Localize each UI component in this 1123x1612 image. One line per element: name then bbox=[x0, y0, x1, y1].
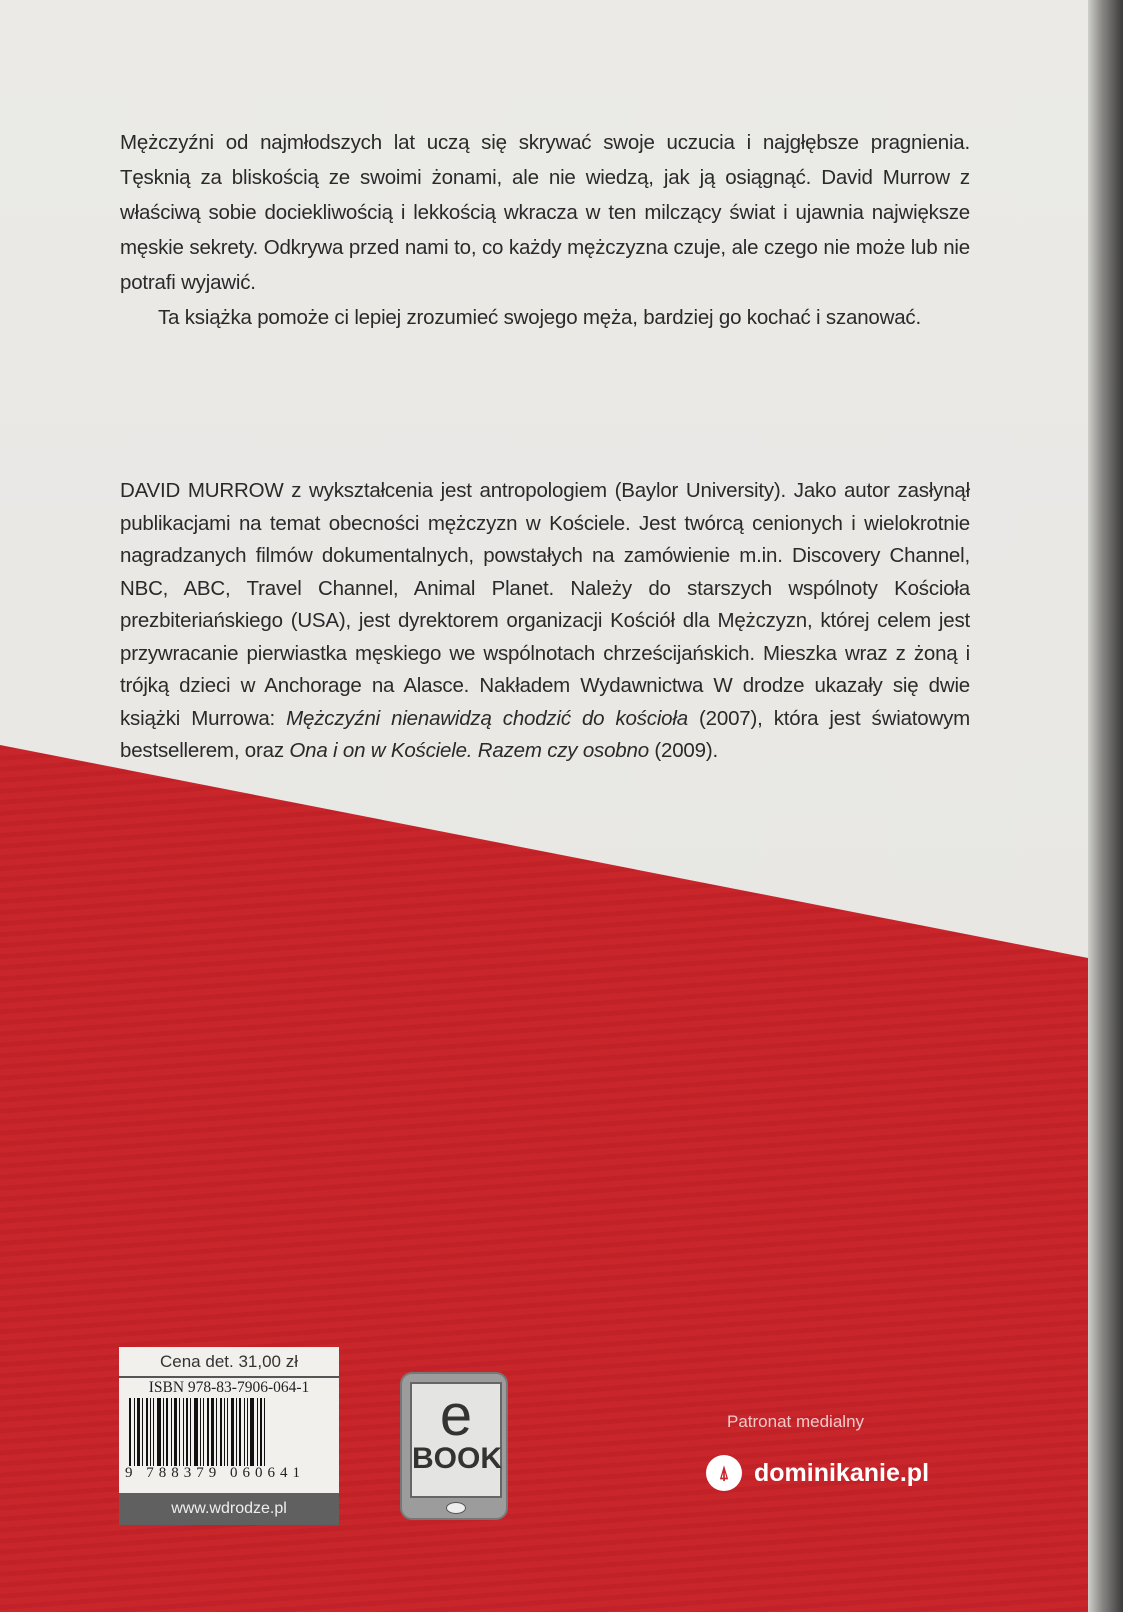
book-spine-edge bbox=[1088, 0, 1123, 1612]
author-bio bbox=[120, 475, 970, 768]
barcode-bar bbox=[250, 1398, 254, 1466]
barcode-bar bbox=[150, 1398, 151, 1466]
barcode-bar bbox=[227, 1398, 228, 1466]
barcode-bar bbox=[183, 1398, 184, 1466]
barcode-bar bbox=[157, 1398, 161, 1466]
blurb-paragraph-2: Ta książka pomoże ci lepiej zrozumieć swojego męża, bardziej go kochać i szanować. bbox=[158, 306, 921, 329]
price-tag bbox=[119, 1347, 339, 1493]
barcode bbox=[129, 1398, 334, 1466]
ebook-e: e bbox=[439, 1383, 473, 1448]
blurb-paragraph-1: Mężczyźni od najmłodszych lat uczą się skrywać swoje uczucia i najgłębsze pragnienia. Tęsknią za bliskością ze swoimi żonami, ale nie wiedzą, jak ją osiągnąć. David Murrow z właściwą sobie dociekliwością i lekkością wkracza w ten milczący świat i ujawnia największe męskie sekrety. Odkrywa przed nami to, co każdy mężczyzna czuje, ale czego nie może lub nie potrafi wyjawić. bbox=[120, 131, 970, 294]
blurb bbox=[120, 125, 970, 335]
barcode-bar bbox=[207, 1398, 209, 1466]
barcode-bar bbox=[134, 1398, 135, 1466]
book-title-1: Mężczyźni nienawidzą chodzić do kościoła bbox=[286, 706, 688, 730]
patronage-label: Patronat medialny bbox=[727, 1412, 865, 1431]
barcode-bar bbox=[239, 1398, 241, 1466]
publisher-url[interactable]: www.wdrodze.pl bbox=[119, 1493, 339, 1525]
ebook-label: BOOK bbox=[412, 1442, 502, 1475]
barcode-bar bbox=[190, 1398, 191, 1466]
barcode-bar bbox=[153, 1398, 154, 1466]
barcode-bar bbox=[211, 1398, 214, 1466]
barcode-digits: 9 788379 060641 bbox=[125, 1465, 305, 1481]
bio-text: DAVID MURROW z wykształcenia jest antropologiem (Baylor University). Jako autor zasłynął publikacjami na temat obecności mężczyzn w Kościele. Jest twórcą cenionych i wielokrotnie nagradzanych filmów dokumentalnych, powstałych na zamówienie m.in. Discovery Channel, NBC, ABC, Travel Channel, Animal Planet. Należy do starszych wspólnoty Kościoła prezbiteriańskiego (USA), jest dyrektorem organizacji Kościół dla Mężczyzn, której celem jest przywracanie pierwiastka męskiego we wspólnotach chrześcijańskich. Mieszka wraz z żoną i trójką dzieci w Anchorage na Alasce. Nakładem Wydawnictwa W drodze ukazały się dwie książki Murrowa: bbox=[120, 479, 970, 730]
barcode-bar bbox=[216, 1398, 217, 1466]
book-title-2: Ona i on w Kościele. Razem czy osobno bbox=[289, 739, 649, 762]
barcode-bar bbox=[146, 1398, 148, 1466]
ebook-button-icon bbox=[446, 1502, 466, 1514]
barcode-bar bbox=[264, 1398, 265, 1466]
barcode-bar bbox=[260, 1398, 262, 1466]
isbn: ISBN 978-83-7906-064-1 bbox=[148, 1379, 310, 1396]
barcode-bar bbox=[179, 1398, 180, 1466]
barcode-bar bbox=[166, 1398, 168, 1466]
barcode-bar bbox=[129, 1398, 131, 1466]
dominikanie-brand: dominikanie.pl bbox=[754, 1458, 930, 1487]
barcode-bar bbox=[247, 1398, 248, 1466]
barcode-bar bbox=[186, 1398, 188, 1466]
barcode-bar bbox=[194, 1398, 198, 1466]
barcode-bar bbox=[142, 1398, 143, 1466]
price: Cena det. 31,00 zł bbox=[119, 1347, 339, 1378]
dominikanie-icon: ⍋ bbox=[706, 1455, 742, 1491]
barcode-bar bbox=[224, 1398, 225, 1466]
barcode-bar bbox=[203, 1398, 204, 1466]
ebook-icon bbox=[400, 1372, 508, 1520]
barcode-bar bbox=[257, 1398, 258, 1466]
barcode-bar bbox=[231, 1398, 234, 1466]
barcode-bar bbox=[200, 1398, 201, 1466]
barcode-bar bbox=[171, 1398, 172, 1466]
barcode-bar bbox=[236, 1398, 237, 1466]
barcode-bar bbox=[244, 1398, 245, 1466]
barcode-bar bbox=[220, 1398, 222, 1466]
barcode-bar bbox=[174, 1398, 177, 1466]
dominikanie-logo bbox=[706, 1455, 929, 1491]
barcode-bar bbox=[163, 1398, 164, 1466]
barcode-bar bbox=[137, 1398, 140, 1466]
bio-text: (2007), która jest światowym bestsellerem, oraz bbox=[120, 706, 970, 762]
bio-text: (2009). bbox=[648, 739, 718, 762]
